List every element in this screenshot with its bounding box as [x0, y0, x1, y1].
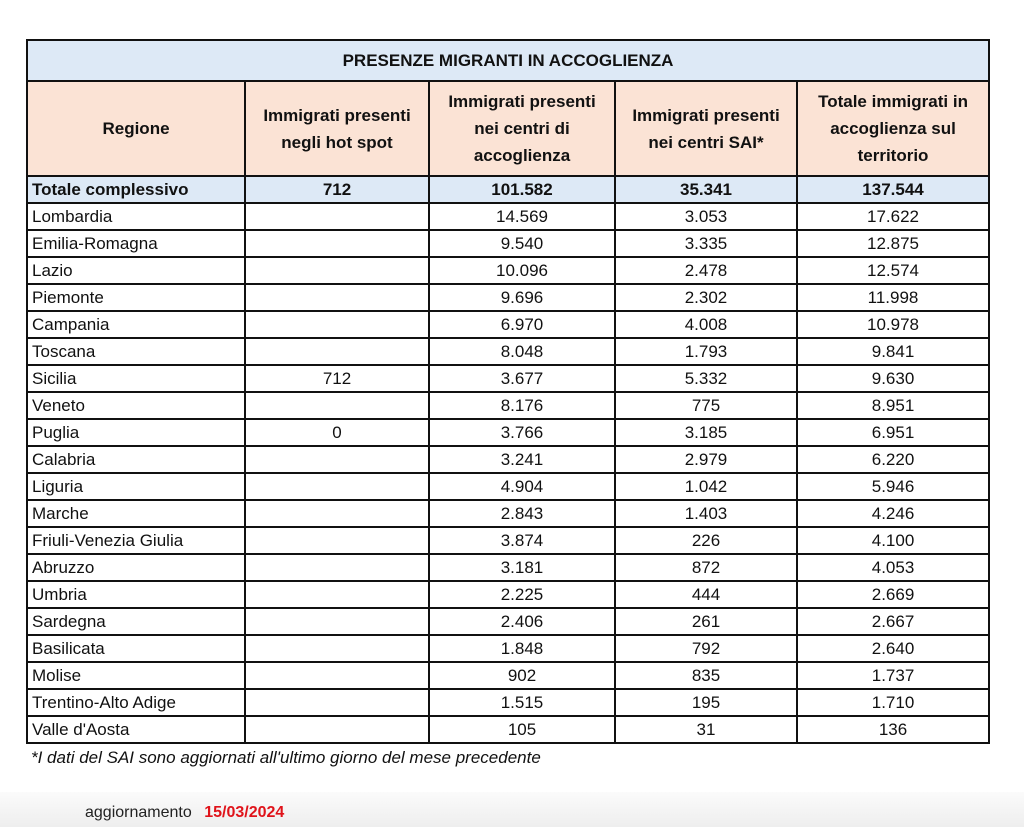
- table-row: [27, 554, 989, 581]
- cell-centri-accoglienza: 9.540: [429, 230, 615, 257]
- total-totale: 137.544: [797, 176, 989, 203]
- cell-totale: 1.737: [797, 662, 989, 689]
- cell-centri-sai: 1.793: [615, 338, 797, 365]
- header-hotspot: Immigrati presenti negli hot spot: [245, 81, 429, 176]
- cell-totale: 1.710: [797, 689, 989, 716]
- cell-totale: 4.100: [797, 527, 989, 554]
- cell-hotspot: [245, 689, 429, 716]
- header-centri-accoglienza: Immigrati presenti nei centri di accoglienza: [429, 81, 615, 176]
- cell-centri-sai: 1.403: [615, 500, 797, 527]
- cell-regione: Lombardia: [27, 203, 245, 230]
- cell-centri-accoglienza: 2.406: [429, 608, 615, 635]
- table-row: [27, 716, 989, 743]
- cell-centri-sai: 1.042: [615, 473, 797, 500]
- cell-centri-sai: 3.185: [615, 419, 797, 446]
- cell-hotspot: 0: [245, 419, 429, 446]
- total-hotspot: 712: [245, 176, 429, 203]
- cell-centri-accoglienza: 10.096: [429, 257, 615, 284]
- cell-centri-sai: 226: [615, 527, 797, 554]
- cell-totale: 2.667: [797, 608, 989, 635]
- cell-centri-accoglienza: 902: [429, 662, 615, 689]
- cell-regione: Lazio: [27, 257, 245, 284]
- table-row: [27, 284, 989, 311]
- cell-regione: Umbria: [27, 581, 245, 608]
- cell-centri-sai: 261: [615, 608, 797, 635]
- cell-hotspot: [245, 581, 429, 608]
- cell-regione: Calabria: [27, 446, 245, 473]
- cell-hotspot: [245, 338, 429, 365]
- cell-totale: 4.246: [797, 500, 989, 527]
- cell-totale: 12.574: [797, 257, 989, 284]
- table-row: [27, 203, 989, 230]
- cell-centri-accoglienza: 105: [429, 716, 615, 743]
- cell-centri-accoglienza: 2.843: [429, 500, 615, 527]
- cell-regione: Piemonte: [27, 284, 245, 311]
- cell-hotspot: [245, 500, 429, 527]
- table-row: [27, 365, 989, 392]
- cell-regione: Veneto: [27, 392, 245, 419]
- cell-centri-sai: 4.008: [615, 311, 797, 338]
- table-title: PRESENZE MIGRANTI IN ACCOGLIENZA: [27, 40, 989, 81]
- cell-totale: 9.841: [797, 338, 989, 365]
- total-centri-accoglienza: 101.582: [429, 176, 615, 203]
- cell-centri-sai: 872: [615, 554, 797, 581]
- cell-centri-accoglienza: 1.848: [429, 635, 615, 662]
- cell-regione: Liguria: [27, 473, 245, 500]
- cell-regione: Sicilia: [27, 365, 245, 392]
- cell-hotspot: [245, 203, 429, 230]
- table-row: [27, 608, 989, 635]
- cell-regione: Marche: [27, 500, 245, 527]
- table-row: [27, 581, 989, 608]
- cell-centri-accoglienza: 3.181: [429, 554, 615, 581]
- table-row: [27, 311, 989, 338]
- cell-totale: 12.875: [797, 230, 989, 257]
- cell-centri-sai: 2.979: [615, 446, 797, 473]
- cell-totale: 4.053: [797, 554, 989, 581]
- cell-hotspot: [245, 635, 429, 662]
- cell-centri-sai: 31: [615, 716, 797, 743]
- cell-hotspot: [245, 527, 429, 554]
- cell-centri-accoglienza: 3.677: [429, 365, 615, 392]
- cell-totale: 136: [797, 716, 989, 743]
- cell-centri-sai: 2.302: [615, 284, 797, 311]
- cell-totale: 6.951: [797, 419, 989, 446]
- cell-centri-accoglienza: 1.515: [429, 689, 615, 716]
- table-row: [27, 419, 989, 446]
- cell-regione: Sardegna: [27, 608, 245, 635]
- cell-centri-accoglienza: 14.569: [429, 203, 615, 230]
- cell-totale: 5.946: [797, 473, 989, 500]
- cell-hotspot: [245, 608, 429, 635]
- cell-totale: 8.951: [797, 392, 989, 419]
- table-row: [27, 635, 989, 662]
- cell-totale: 9.630: [797, 365, 989, 392]
- cell-hotspot: [245, 311, 429, 338]
- update-line: [85, 804, 284, 822]
- cell-centri-accoglienza: 3.766: [429, 419, 615, 446]
- table-row: [27, 230, 989, 257]
- cell-hotspot: [245, 284, 429, 311]
- cell-totale: 11.998: [797, 284, 989, 311]
- table-row: [27, 257, 989, 284]
- header-regione: Regione: [27, 81, 245, 176]
- table-row: [27, 527, 989, 554]
- cell-regione: Toscana: [27, 338, 245, 365]
- cell-centri-accoglienza: 3.874: [429, 527, 615, 554]
- cell-hotspot: [245, 230, 429, 257]
- table-row: [27, 338, 989, 365]
- cell-regione: Campania: [27, 311, 245, 338]
- cell-regione: Molise: [27, 662, 245, 689]
- header-totale: Totale immigrati in accoglienza sul territorio: [797, 81, 989, 176]
- table-row: [27, 500, 989, 527]
- cell-centri-sai: 2.478: [615, 257, 797, 284]
- table-row: [27, 689, 989, 716]
- cell-centri-sai: 444: [615, 581, 797, 608]
- cell-hotspot: [245, 392, 429, 419]
- cell-hotspot: [245, 662, 429, 689]
- footnote: *I dati del SAI sono aggiornati all'ultimo giorno del mese precedente: [31, 748, 541, 767]
- table-header-row: [27, 81, 989, 176]
- table-row: [27, 662, 989, 689]
- table-row: [27, 446, 989, 473]
- total-row: [27, 176, 989, 203]
- cell-regione: Emilia-Romagna: [27, 230, 245, 257]
- cell-centri-sai: 195: [615, 689, 797, 716]
- cell-centri-sai: 5.332: [615, 365, 797, 392]
- migrants-table: [26, 39, 990, 744]
- cell-totale: 10.978: [797, 311, 989, 338]
- cell-regione: Basilicata: [27, 635, 245, 662]
- cell-regione: Abruzzo: [27, 554, 245, 581]
- cell-totale: 6.220: [797, 446, 989, 473]
- cell-centri-sai: 3.335: [615, 230, 797, 257]
- total-centri-sai: 35.341: [615, 176, 797, 203]
- header-centri-sai: Immigrati presenti nei centri SAI*: [615, 81, 797, 176]
- cell-regione: Puglia: [27, 419, 245, 446]
- cell-hotspot: 712: [245, 365, 429, 392]
- cell-centri-accoglienza: 6.970: [429, 311, 615, 338]
- cell-centri-sai: 775: [615, 392, 797, 419]
- cell-centri-accoglienza: 8.048: [429, 338, 615, 365]
- table-row: [27, 392, 989, 419]
- cell-hotspot: [245, 257, 429, 284]
- cell-centri-accoglienza: 2.225: [429, 581, 615, 608]
- cell-hotspot: [245, 446, 429, 473]
- cell-totale: 2.669: [797, 581, 989, 608]
- table-row: [27, 473, 989, 500]
- cell-regione: Trentino-Alto Adige: [27, 689, 245, 716]
- cell-totale: 2.640: [797, 635, 989, 662]
- cell-regione: Friuli-Venezia Giulia: [27, 527, 245, 554]
- cell-hotspot: [245, 554, 429, 581]
- cell-hotspot: [245, 716, 429, 743]
- cell-regione: Valle d'Aosta: [27, 716, 245, 743]
- total-label: Totale complessivo: [27, 176, 245, 203]
- cell-centri-accoglienza: 4.904: [429, 473, 615, 500]
- cell-centri-accoglienza: 3.241: [429, 446, 615, 473]
- table-title-row: [27, 40, 989, 81]
- cell-centri-accoglienza: 9.696: [429, 284, 615, 311]
- cell-centri-sai: 792: [615, 635, 797, 662]
- cell-centri-accoglienza: 8.176: [429, 392, 615, 419]
- update-label: aggiornamento: [85, 804, 192, 821]
- cell-hotspot: [245, 473, 429, 500]
- cell-totale: 17.622: [797, 203, 989, 230]
- cell-centri-sai: 3.053: [615, 203, 797, 230]
- update-date: 15/03/2024: [204, 804, 285, 821]
- cell-centri-sai: 835: [615, 662, 797, 689]
